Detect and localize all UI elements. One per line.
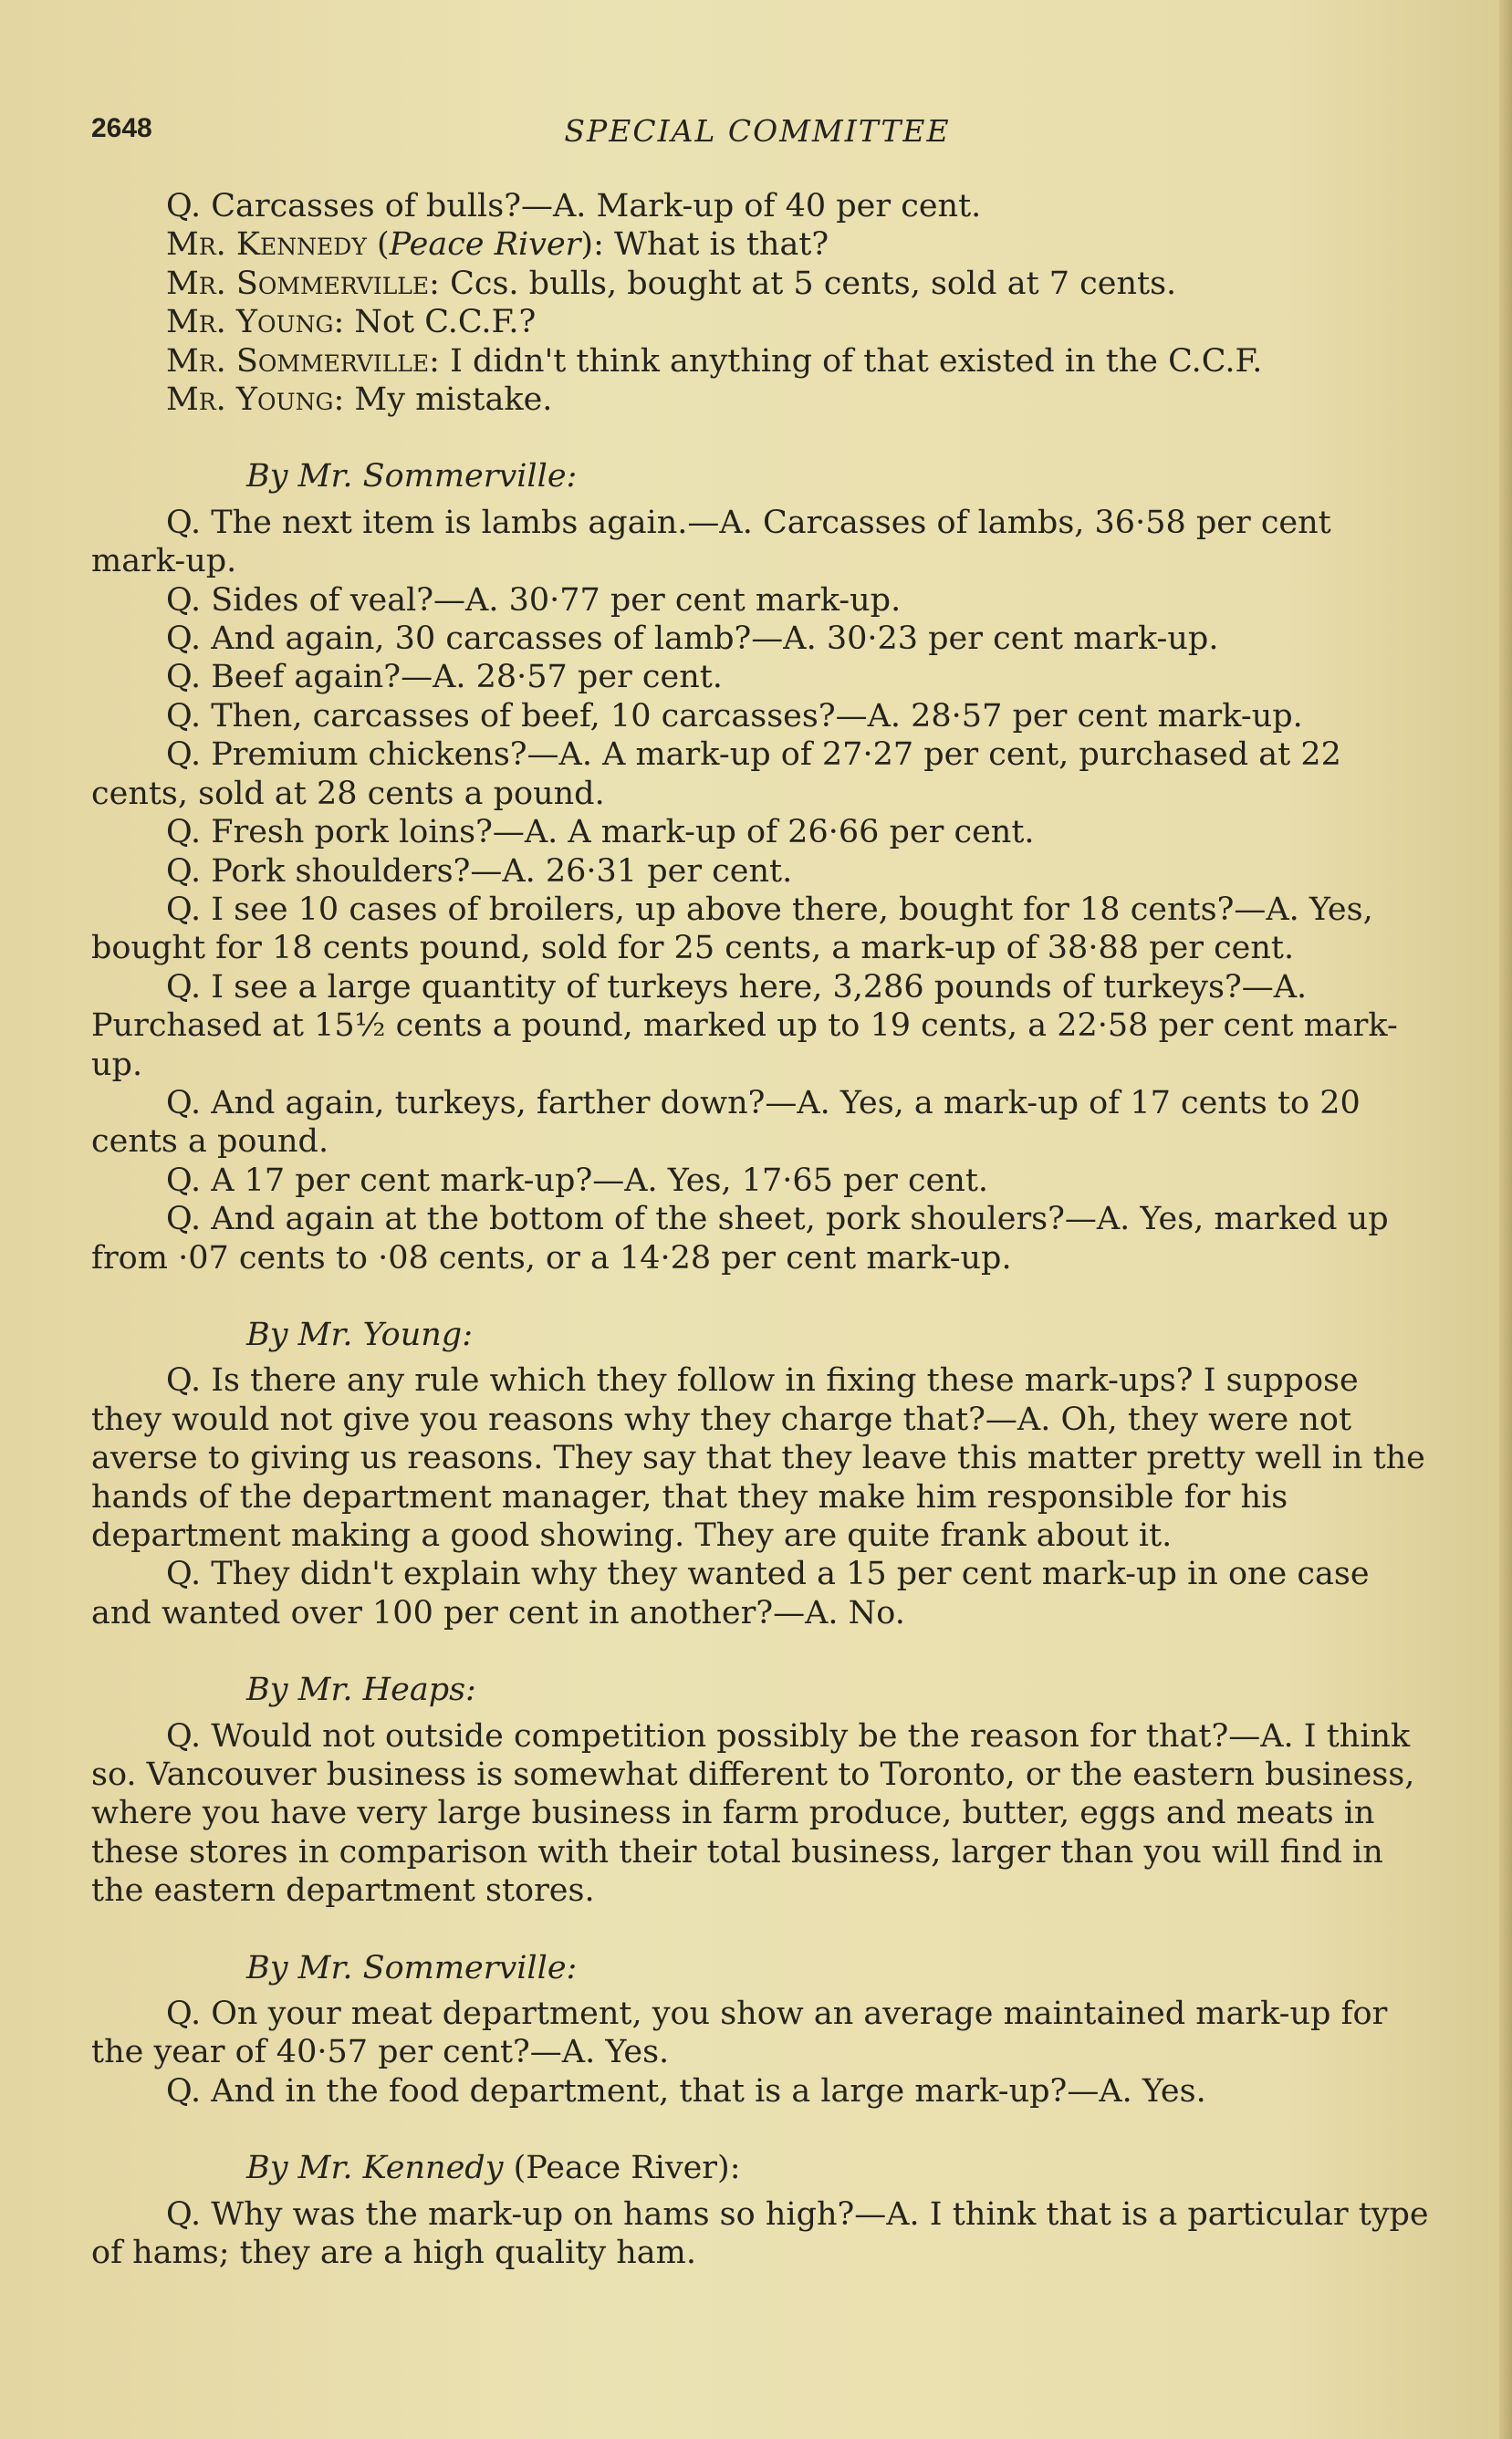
paragraph: Q. And in the food department, that is a large mark-up?—A. Yes. <box>166 2072 1206 2110</box>
section-heading: By Mr. Heaps: <box>246 1672 476 1709</box>
paragraph: Q. Would not outside competition possibly be the reason for that?—A. I think so. Vancouver business is somewhat different to Toronto, or the eastern business, where you have very large business in farm produce, butter, eggs and meats in these stores in comparison with their total business, larger than you will find in the eastern department stores. <box>91 1717 1415 1910</box>
speech-text: : What is that? <box>593 226 829 264</box>
paragraph: Q. And again, turkeys, farther down?—A. Yes, a mark-up of 17 cents to 20 cents a pound. <box>91 1084 1361 1161</box>
section-heading: By Mr. Young: <box>246 1316 474 1353</box>
running-title: SPECIAL COMMITTEE <box>564 113 951 149</box>
section-heading <box>91 2149 1433 2187</box>
speech-line <box>91 380 1433 419</box>
speech-line <box>91 265 1433 303</box>
speaker-name: Mr. Kennedy <box>166 226 367 264</box>
paragraph: Q. The next item is lambs again.—A. Carcasses of lambs, 36·58 per cent mark-up. <box>91 504 1331 580</box>
paragraph: Q. A 17 per cent mark-up?—A. Yes, 17·65 per cent. <box>166 1162 989 1199</box>
page-header <box>91 113 1423 157</box>
paragraph: Q. On your meat department, you show an average maintained mark-up for the year of 40·57 per cent?—A. Yes. <box>91 1996 1388 2071</box>
page-edge <box>1499 0 1512 2439</box>
paragraph: Q. Premium chickens?—A. A mark-up of 27·27 per cent, purchased at 22 cents, sold at 28 cents a pound. <box>91 736 1341 812</box>
paragraph: Q. Carcasses of bulls?—A. Mark-up of 40 per cent. <box>166 188 982 224</box>
speech-text: : Ccs. bulls, bought at 5 cents, sold at 7 cents. <box>429 265 1177 302</box>
paragraph: Q. Pork shoulders?—A. 26·31 per cent. <box>166 852 793 890</box>
paragraph: Q. Is there any rule which they follow in fixing these mark-ups? I suppose they would not give you reasons why they charge that?—A. Oh, they were not averse to giving us reasons. They say that they leave this matter pretty well in the hands of the department manager, that they make him responsible for his department making a good showing. They are quite frank about it. <box>91 1362 1425 1554</box>
speech-line <box>91 303 1433 341</box>
speaker-name: Mr. Sommerville <box>166 265 430 302</box>
page-number: 2648 <box>91 113 152 143</box>
speech-text: : Not C.C.F.? <box>333 304 537 341</box>
paragraph: Q. And again, 30 carcasses of lamb?—A. 30·23 per cent mark-up. <box>166 620 1219 658</box>
paragraph: Q. I see 10 cases of broilers, up above there, bought for 18 cents?—A. Yes, bought for 18 cents pound, sold for 25 cents, a mark-up of 38·88 per cent. <box>91 891 1373 967</box>
speech-line: Mr. Kennedy (Peace River): What is that? <box>166 226 829 264</box>
paragraph: Q. I see a large quantity of turkeys here, 3,286 pounds of turkeys?—A. Purchased at 15½ cents a pound, marked up to 19 cents, a 22·58 per cent mark-up. <box>91 968 1398 1083</box>
speaker-name: Mr. Young <box>166 381 334 419</box>
paragraph: Q. Then, carcasses of beef, 10 carcasses?—A. 28·57 per cent mark-up. <box>166 697 1303 735</box>
paragraph: Q. Beef again?—A. 28·57 per cent. <box>166 659 723 696</box>
paragraph: Q. They didn't explain why they wanted a 15 per cent mark-up in one case and wanted over 100 per cent in another?—A. No. <box>91 1556 1370 1631</box>
heading-name: By Mr. Kennedy <box>246 2150 504 2187</box>
speaker-qualifier: Peace River <box>389 226 581 264</box>
body-text <box>91 187 1433 2273</box>
speech-text: : I didn't think anything of that existed in the C.C.F. <box>429 342 1263 380</box>
speaker-name: Mr. Young <box>166 304 334 341</box>
speech-text: : My mistake. <box>333 381 553 419</box>
heading-suffix: (Peace River): <box>503 2150 741 2187</box>
paragraph: Q. Why was the mark-up on hams so high?—A. I think that is a particular type of hams; they are a high quality ham. <box>91 2195 1429 2272</box>
paragraph: Q. Fresh pork loins?—A. A mark-up of 26·66 per cent. <box>166 814 1035 851</box>
paragraph: Q. And again at the bottom of the sheet, pork shoulers?—A. Yes, marked up from ·07 cents to ·08 cents, or a 14·28 per cent mark-up. <box>91 1201 1389 1277</box>
speech-line <box>91 342 1433 380</box>
section-heading: By Mr. Sommerville: <box>246 458 578 495</box>
section-heading: By Mr. Sommerville: <box>246 1949 578 1986</box>
paragraph: Q. Sides of veal?—A. 30·77 per cent mark-up. <box>166 581 902 619</box>
speaker-name: Mr. Sommerville <box>166 342 430 380</box>
